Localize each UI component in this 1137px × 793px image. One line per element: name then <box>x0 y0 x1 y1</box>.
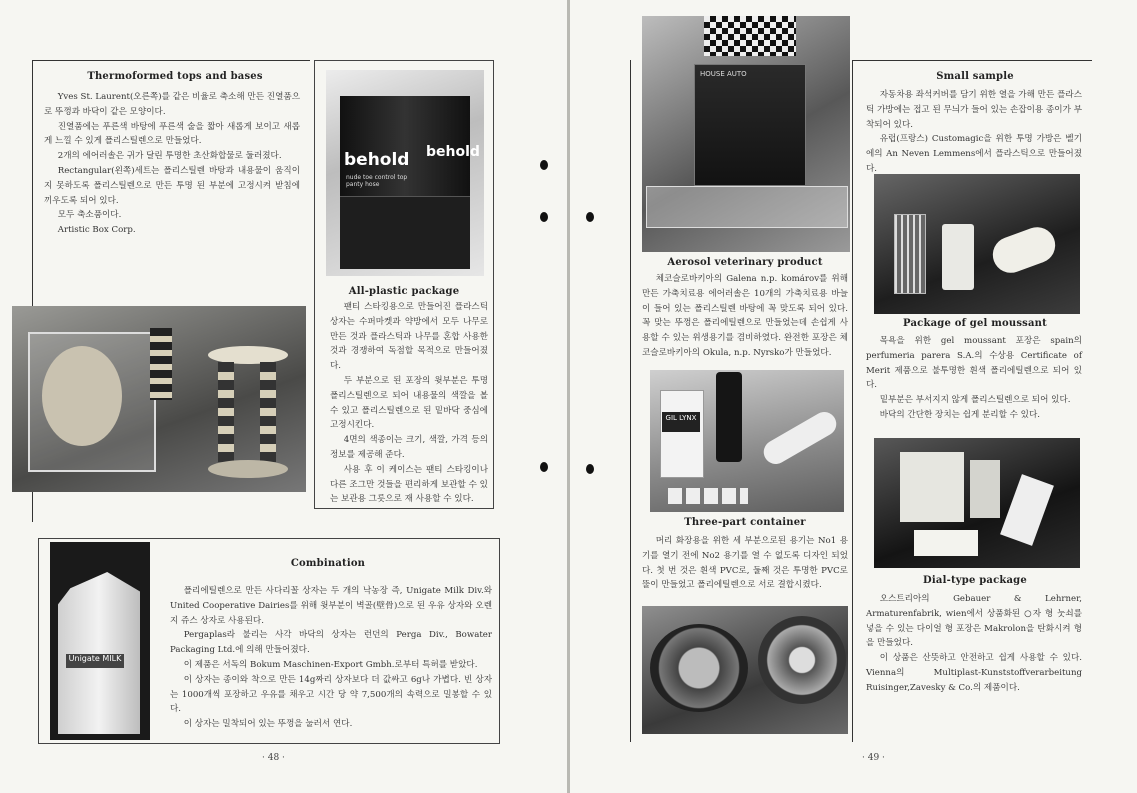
binding-hole <box>540 212 548 222</box>
paragraph: 이 상자는 종이와 착으로 만든 14g짜리 상자보다 더 값싸고 6g나 가볍다. 빈 상자는 1000개씩 포장하고 우유를 채우고 시간 당 약 7,500개의 속력으로 밀봉할 수 있다. <box>170 674 492 715</box>
paragraph: 이 상품은 산뜻하고 안전하고 쉽게 사용할 수 있다. Vienna의 Multiplast-Kunststoffverarbeitung Ruisinger,Zavesky & Co.의 제품이다. <box>866 653 1082 693</box>
paragraph: 체코슬로바키아의 Galena n.p. komárov를 위해 만든 가축치료용 에어러솔은 10개의 가축치료용 바늘이 들어 있는 폴리스틸렌 바탕에 꼭 맞도록 되어 있다. 꼭 맞는 뚜껑은 폴리에틸렌으로 만들었는데 손쉽게 사용할 수 있는 위생용기를 겸비하였다. 완전한 포장은 체코슬로바키아의 Okula, n.p. Nyrsko가 만들었다. <box>642 274 848 358</box>
paragraph: 폴리에틸렌으로 만든 사다리꼴 상자는 두 개의 낙농장 즉, Unigate Milk Div.와 United Cooperative Dairies를 위해 윗부분이 벽골(壁骨)으로 된 우유 상자와 오렌지 쥬스 상자로 사용된다. <box>170 586 492 626</box>
cube-row-shape <box>668 488 748 504</box>
page-49 <box>570 0 1137 793</box>
paragraph: 2개의 에어러솔은 귀가 달린 투명한 초산화합물로 둘러졌다. <box>57 151 282 162</box>
package-base-shape <box>340 196 470 269</box>
column-rule <box>852 60 853 742</box>
all-plastic-text <box>330 300 488 507</box>
three-part-text <box>642 534 848 593</box>
dial-type-photo <box>642 606 848 734</box>
paragraph: 사용 후 이 케이스는 팬티 스타킹이나 다른 조그만 것들을 편리하게 보관할 수 있는 보관용 그릇으로 재 사용할 수 있다. <box>330 464 488 505</box>
behold-logo-side: behold <box>426 144 480 160</box>
dial-type-text <box>866 592 1082 696</box>
page-48 <box>0 0 567 793</box>
tube-container-shape <box>716 372 742 462</box>
small-sample-heading: Small sample <box>936 71 1014 82</box>
gel-moussant-photo <box>874 174 1080 314</box>
gel-moussant-heading: Package of gel moussant <box>903 318 1047 329</box>
dial-disk-left <box>650 624 748 712</box>
combination-photo <box>50 542 150 740</box>
white-bottle-shape <box>942 224 974 290</box>
gil-lynx-label: GIL LYNX <box>665 414 697 422</box>
binding-hole <box>540 160 548 170</box>
dial-package-photo <box>874 438 1080 568</box>
left-rule <box>630 60 631 742</box>
paragraph: 자동차용 좌석커버를 담기 위한 열을 가해 만든 플라스틱 가방에는 접고 된 무늬가 들어 있는 손잡이용 종이가 부착되어 있다. <box>866 90 1082 130</box>
block-left-shape <box>900 452 964 522</box>
behold-logo: behold <box>344 150 410 170</box>
page-number-48: · 48 · <box>262 753 285 763</box>
top-rule <box>852 60 1092 61</box>
mirror-disk-shape <box>42 346 122 446</box>
aerosol-can-shape <box>150 328 172 400</box>
paragraph: 유럽(프랑스) Customagic을 위한 투명 가방은 벨기에의 An Neven Lemmens에서 플라스틱으로 만들어졌다. <box>866 134 1082 174</box>
all-plastic-photo <box>326 70 484 276</box>
paragraph: 팬티 스타킹용으로 만들어진 플라스틱상자는 수퍼마켓과 약방에서 모두 나무로 만든 것과 플라스틱과 나무를 혼합 사용한 것과 경쟁하여 독점할 목적으로 만들어졌다. <box>330 302 488 372</box>
combination-text <box>170 584 492 732</box>
dial-type-heading: Dial-type package <box>923 575 1027 586</box>
white-tube-shape <box>759 408 840 469</box>
paragraph: 모두 축소품이다. <box>57 210 122 221</box>
three-part-heading: Three-part container <box>684 517 806 528</box>
binding-hole <box>586 464 594 474</box>
behold-subtitle: nude toe control top panty hose <box>346 174 408 188</box>
dial-disk-right <box>758 616 846 704</box>
paragraph: 진열품에는 푸른색 바탕에 푸른색 술을 짧아 새롭게 보이고 새롭게 느낄 수 있게 폴리스틸렌으로 만들었다. <box>44 121 300 147</box>
paragraph: 오스트리아의 Gebauer & Lehrner, Armaturenfabrik, wien에서 상품화된 ○자 형 눗쇠를 넣을 수 있는 다이얼 형 포장은 Makrolon을 탄화시켜 형을 만들었다. <box>866 594 1082 649</box>
ribbed-bottle-shape <box>894 214 926 294</box>
lynx-box-shape <box>660 390 704 478</box>
capsule-shape <box>988 222 1060 278</box>
paragraph: Pergaplas라 불리는 사각 바닥의 상자는 런던의 Perga Div., Bowater Packaging Ltd.에 의해 만들어졌다. <box>170 630 492 656</box>
checker-box-shape <box>704 16 796 56</box>
stand-shape <box>208 346 288 478</box>
all-plastic-heading: All-plastic package <box>348 286 460 297</box>
binding-hole <box>586 212 594 222</box>
thermoformed-photo <box>12 306 306 492</box>
milk-carton-shape <box>58 572 140 734</box>
paragraph: 밑부분은 부서지지 않게 폴리스틸렌으로 되어 있다. <box>879 395 1071 406</box>
page-number-49: · 49 · <box>862 753 885 763</box>
paragraph: Artistic Box Corp. <box>57 225 136 236</box>
paragraph: 목욕을 위한 gel moussant 포장은 spain의 perfumeria parera S.A.의 수상용 Certificate of Merit 제품으로 불투명한 흰색 폴리에틸렌으로 되어 있다. <box>866 336 1082 391</box>
small-sample-text <box>866 88 1082 177</box>
aerosol-photo <box>642 16 850 252</box>
top-rule <box>32 60 310 61</box>
paragraph: 이 상자는 밀착되어 있는 뚜껑을 눌러서 연다. <box>183 719 353 730</box>
gel-moussant-text <box>866 334 1082 423</box>
aerosol-case-shape <box>694 64 806 186</box>
paragraph: Rectangular(왼쪽)세트는 폴리스틸렌 바탕과 내용물이 움직이지 못하도록 폴리스틸렌으로 만든 투명 된 부분에 고정시켜 받침에 끼우도록 되어 있다. <box>44 165 300 206</box>
paragraph: 4면의 색종이는 크기, 색깔, 가격 등의 정보를 제공해 준다. <box>330 435 488 460</box>
aerosol-heading: Aerosol veterinary product <box>667 257 823 268</box>
unigate-label: Unigate MILK <box>68 654 122 663</box>
thermoformed-text <box>44 90 300 238</box>
paragraph: 두 부분으로 된 포장의 윗부분은 투명 폴리스틸렌으로 되어 내용물의 색깔을 볼 수 있고 폴리스틸렌으로 된 밑바닥 중심에 고정시킨다. <box>330 375 488 431</box>
house-auto-label: HOUSE AUTO <box>700 70 747 78</box>
block-bottom-shape <box>914 530 978 556</box>
binding-hole <box>540 462 548 472</box>
paragraph: 바닥의 간단한 장치는 쉽게 분리할 수 있다. <box>879 409 1040 420</box>
paragraph: Yves St. Laurent(오른쪽)를 같은 비율로 축소해 만든 진열품으로 뚜껑과 바닥이 같은 모양이다. <box>44 92 300 117</box>
combination-heading: Combination <box>290 558 366 569</box>
paragraph: 이 제품은 서독의 Bokum Maschinen-Export Gmbh.로부터 특허를 받았다. <box>183 659 478 670</box>
three-part-photo <box>650 370 844 512</box>
paragraph: 머리 화장용을 위한 세 부분으로된 용기는 No1 용기를 열기 전에 No2 용기를 열 수 없도록 디자인 되었다. 첫 번 것은 흰색 PVC로, 둘째 것은 투명한 PVC로 뚤이 만들었고 폴리에틸렌으로 서로 결합시켰다. <box>642 536 848 591</box>
block-mid-shape <box>970 460 1000 518</box>
tray-shape <box>646 186 848 228</box>
aerosol-text <box>642 272 848 361</box>
block-right-shape <box>1000 474 1054 546</box>
thermoformed-heading: Thermoformed tops and bases <box>87 71 263 82</box>
